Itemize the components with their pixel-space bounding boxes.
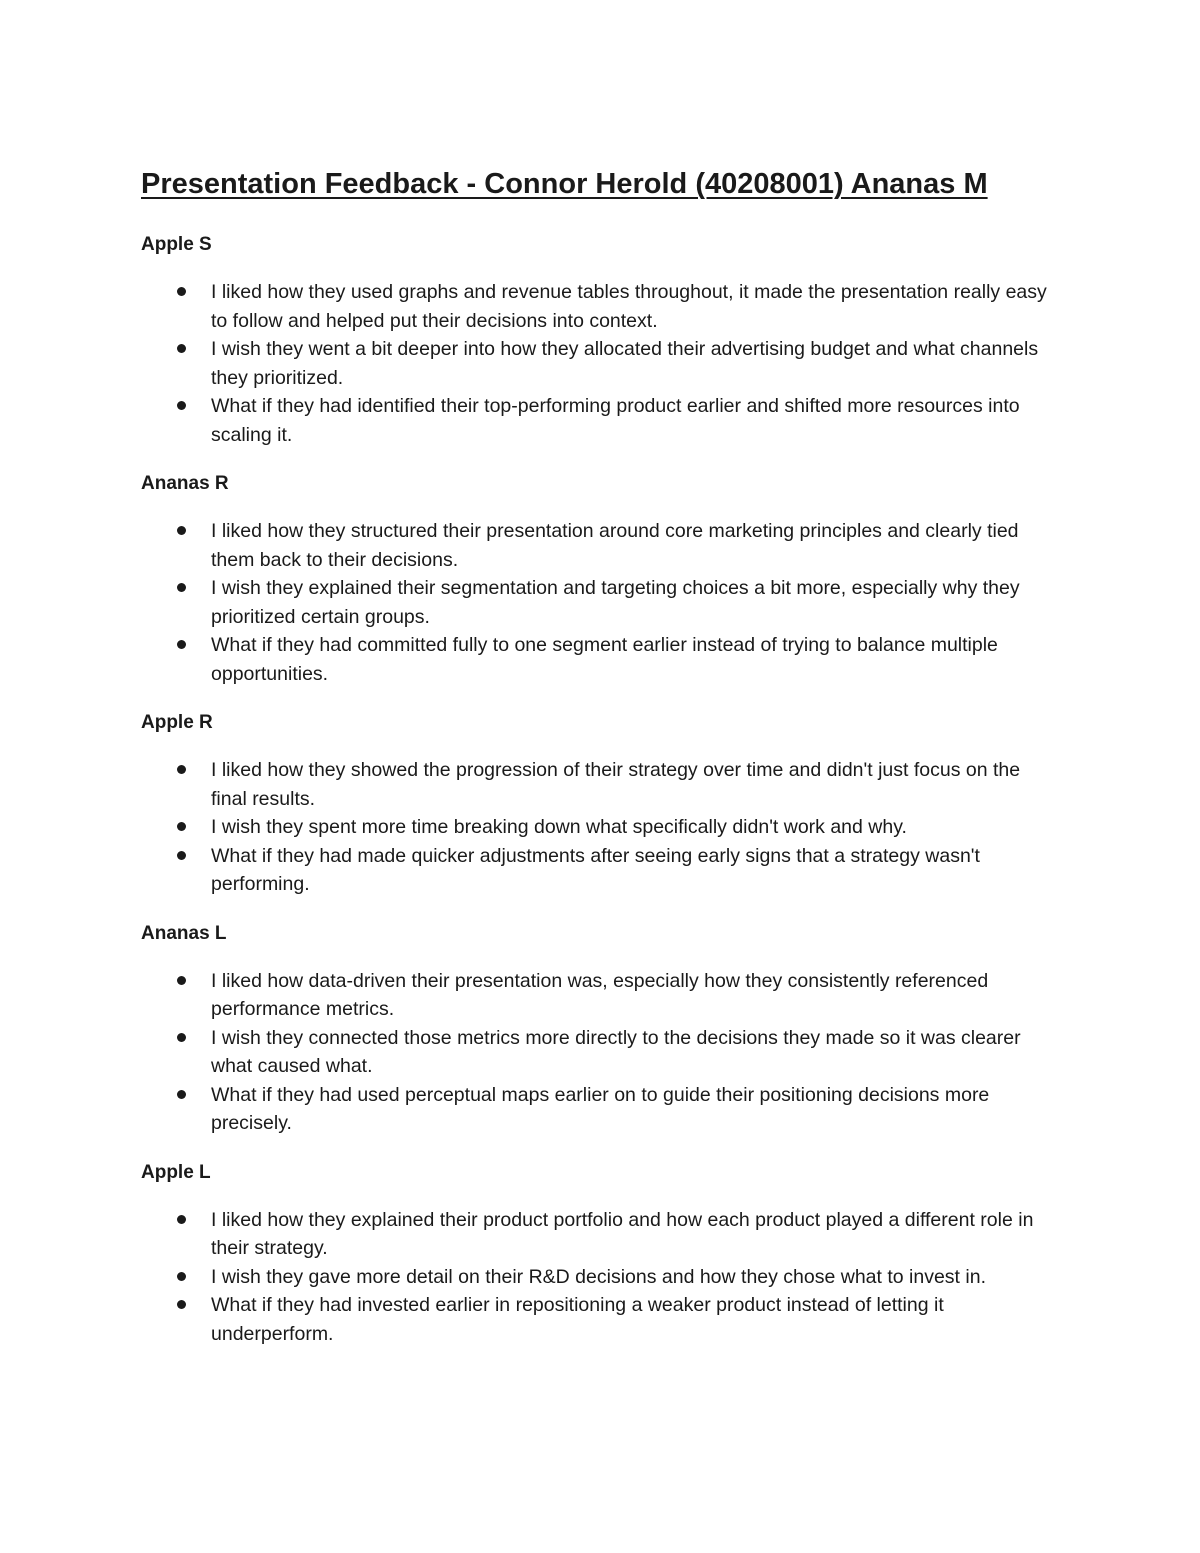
- bullet-icon: [177, 822, 186, 831]
- bullet-icon: [177, 1215, 186, 1224]
- bullet-list: [141, 756, 1061, 899]
- list-item: [141, 631, 1061, 688]
- bullet-list: [141, 278, 1061, 449]
- list-item: [141, 574, 1061, 631]
- document-body: [141, 164, 1061, 1370]
- feedback-section: [141, 1160, 1061, 1349]
- feedback-section: [141, 471, 1061, 688]
- list-item: [141, 1024, 1061, 1081]
- list-item: [141, 1291, 1061, 1348]
- list-item-text: I liked how they explained their product portfolio and how each product played a different role in their strategy.: [211, 1208, 1034, 1259]
- bullet-list: [141, 967, 1061, 1138]
- section-heading: Ananas R: [141, 473, 229, 494]
- list-item: [141, 335, 1061, 392]
- bullet-list: [141, 517, 1061, 688]
- bullet-icon: [177, 1033, 186, 1042]
- feedback-section: [141, 232, 1061, 449]
- section-heading: Apple L: [141, 1161, 211, 1183]
- list-item-text: I wish they went a bit deeper into how they allocated their advertising budget and what channels they prioritized.: [211, 338, 1039, 389]
- list-item: [141, 1081, 1061, 1138]
- list-item-text: What if they had made quicker adjustments after seeing early signs that a strategy wasn't performing.: [211, 844, 980, 895]
- list-item-text: What if they had used perceptual maps earlier on to guide their positioning decisions more precisely.: [211, 1083, 990, 1134]
- list-item-text: What if they had invested earlier in repositioning a weaker product instead of letting it underperform.: [211, 1294, 944, 1345]
- section-heading: Apple R: [141, 712, 213, 733]
- bullet-icon: [177, 765, 186, 774]
- list-item-text: I liked how they showed the progression of their strategy over time and didn't just focus on the final results.: [211, 759, 1021, 810]
- bullet-icon: [177, 1090, 186, 1099]
- page-title: Presentation Feedback - Connor Herold (40208001) Ananas M: [141, 168, 988, 200]
- bullet-icon: [177, 526, 186, 535]
- feedback-section: [141, 921, 1061, 1138]
- list-item-text: I liked how they used graphs and revenue tables throughout, it made the presentation really easy to follow and helped put their decisions into context.: [211, 281, 1047, 332]
- list-item-text: I liked how they structured their presentation around core marketing principles and clearly tied them back to their decisions.: [211, 520, 1019, 571]
- list-item-text: I liked how data-driven their presentation was, especially how they consistently referenced performance metrics.: [211, 969, 989, 1020]
- list-item-text: I wish they explained their segmentation and targeting choices a bit more, especially why they prioritized certain groups.: [211, 577, 1020, 628]
- list-item: [141, 967, 1061, 1024]
- feedback-section: [141, 710, 1061, 899]
- list-item-text: I wish they gave more detail on their R&D decisions and how they chose what to invest in.: [211, 1265, 986, 1288]
- bullet-icon: [177, 287, 186, 296]
- bullet-icon: [177, 976, 186, 985]
- list-item-text: What if they had identified their top-performing product earlier and shifted more resources into scaling it.: [211, 395, 1020, 446]
- list-item-text: I wish they connected those metrics more directly to the decisions they made so it was clearer what caused what.: [211, 1026, 1021, 1077]
- list-item: [141, 756, 1061, 813]
- list-item: [141, 842, 1061, 899]
- bullet-icon: [177, 1300, 186, 1309]
- list-item: [141, 1206, 1061, 1263]
- bullet-icon: [177, 583, 186, 592]
- list-item: [141, 278, 1061, 335]
- list-item: [141, 392, 1061, 449]
- list-item-text: I wish they spent more time breaking down what specifically didn't work and why.: [211, 816, 907, 838]
- list-item: [141, 813, 1061, 842]
- bullet-icon: [177, 401, 186, 410]
- list-item: [141, 517, 1061, 574]
- section-heading: Ananas L: [141, 922, 227, 944]
- bullet-icon: [177, 344, 186, 353]
- bullet-icon: [177, 851, 186, 860]
- bullet-icon: [177, 1272, 186, 1281]
- bullet-icon: [177, 640, 186, 649]
- section-heading: Apple S: [141, 234, 212, 255]
- list-item-text: What if they had committed fully to one segment earlier instead of trying to balance multiple opportunities.: [211, 634, 998, 685]
- list-item: [141, 1263, 1061, 1292]
- bullet-list: [141, 1206, 1061, 1349]
